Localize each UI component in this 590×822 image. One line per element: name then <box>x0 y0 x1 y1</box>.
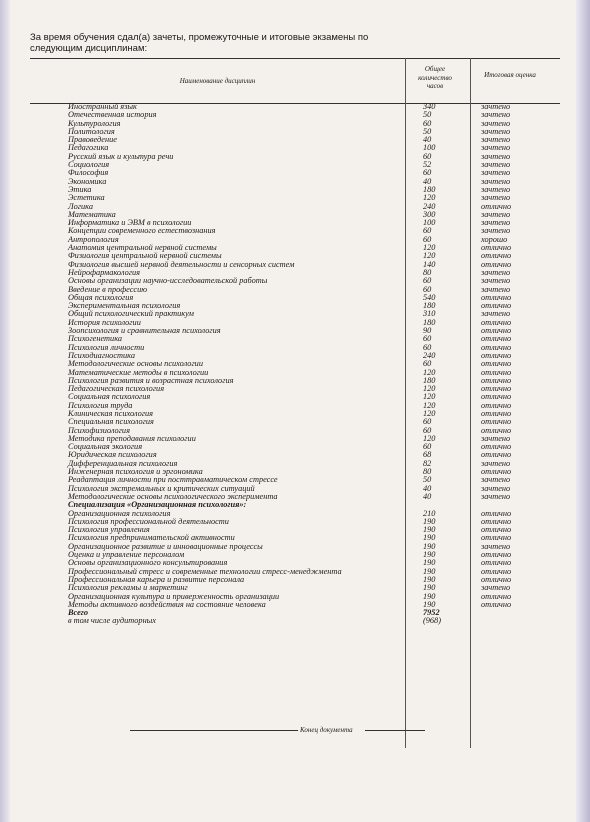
discipline-hours: 120 <box>423 408 436 418</box>
discipline-grade: отлично <box>481 508 512 518</box>
discipline-grade: отлично <box>481 259 512 269</box>
table-header <box>30 58 560 104</box>
discipline-hours: 190 <box>423 583 436 593</box>
discipline-name: Организационная психология <box>68 508 171 518</box>
discipline-name: Профессиональный стресс и современные технологии стресс-менеджмента <box>68 566 342 576</box>
discipline-hours: 180 <box>423 317 436 327</box>
table-row <box>68 186 538 194</box>
discipline-hours: 140 <box>423 259 436 269</box>
discipline-name: Всего <box>68 608 89 618</box>
discipline-name: Психология предпринимательской активности <box>68 533 235 543</box>
discipline-grade: отлично <box>481 558 512 568</box>
discipline-grade: зачтено <box>481 168 511 178</box>
discipline-grade: зачтено <box>481 193 511 203</box>
table-row <box>68 617 538 625</box>
table-row <box>68 203 538 211</box>
discipline-hours: 300 <box>423 209 436 219</box>
discipline-name: Общая психология <box>68 292 134 302</box>
table-row <box>68 161 538 169</box>
discipline-grade: отлично <box>481 533 512 543</box>
discipline-hours: 52 <box>423 160 432 170</box>
discipline-grade: отлично <box>481 350 512 360</box>
discipline-grade: зачтено <box>481 284 511 294</box>
discipline-hours: 190 <box>423 525 436 535</box>
discipline-hours: 60 <box>423 425 432 435</box>
discipline-hours: 120 <box>423 392 436 402</box>
discipline-hours: 180 <box>423 301 436 311</box>
discipline-name: Русский язык и культура речи <box>68 151 174 161</box>
column-header-grade: Итоговая оценка <box>484 71 536 79</box>
discipline-name: Социология <box>68 160 110 170</box>
discipline-hours: 190 <box>423 574 436 584</box>
discipline-grade: зачтено <box>481 309 511 319</box>
discipline-name: Иностранный язык <box>68 102 137 111</box>
discipline-hours: (968) <box>423 616 441 626</box>
discipline-list <box>68 103 538 626</box>
discipline-hours: 90 <box>423 326 432 336</box>
discipline-grade: отлично <box>481 384 512 394</box>
discipline-name: Методика преподавания психологии <box>68 433 196 443</box>
discipline-name: Психология профессиональной деятельности <box>68 516 229 526</box>
discipline-grade: зачтено <box>481 583 511 593</box>
table-row <box>68 327 538 335</box>
discipline-hours: 100 <box>423 143 436 153</box>
paper-edge-right <box>576 0 590 822</box>
discipline-grade: отлично <box>481 408 512 418</box>
discipline-name: Оценка и управление персоналом <box>68 550 185 560</box>
discipline-grade: отлично <box>481 367 512 377</box>
table-row <box>68 128 538 136</box>
discipline-name: Психофизиология <box>68 425 130 435</box>
discipline-grade: зачтено <box>481 160 511 170</box>
discipline-hours: 100 <box>423 218 436 228</box>
discipline-name: Педагогическая психология <box>68 384 165 394</box>
discipline-grade: отлично <box>481 342 512 352</box>
discipline-hours: 310 <box>423 309 436 319</box>
discipline-hours: 190 <box>423 550 436 560</box>
discipline-hours: 180 <box>423 184 436 194</box>
discipline-grade: отлично <box>481 392 512 402</box>
discipline-grade: зачтено <box>481 135 511 145</box>
column-header-hours: Общее количество часов <box>418 65 452 90</box>
paper-edge-left <box>0 0 10 822</box>
discipline-grade: зачтено <box>481 458 511 468</box>
discipline-grade: отлично <box>481 375 512 385</box>
discipline-grade: отлично <box>481 400 512 410</box>
discipline-hours: 60 <box>423 417 432 427</box>
discipline-grade: зачтено <box>481 126 511 136</box>
discipline-hours: 82 <box>423 458 432 468</box>
discipline-name: Математика <box>68 209 116 219</box>
discipline-name: Юридическая психология <box>68 450 157 460</box>
discipline-grade: зачтено <box>481 541 511 551</box>
discipline-name: Психология развития и возрастная психология <box>68 375 234 385</box>
discipline-name: Экономика <box>68 176 107 186</box>
discipline-grade: зачтено <box>481 151 511 161</box>
discipline-name: Логика <box>68 201 93 211</box>
discipline-name: Анатомия центральной нервной системы <box>68 243 217 253</box>
discipline-name: Правоведение <box>68 135 117 145</box>
discipline-name: Организационное развитие и инновационные процессы <box>68 541 263 551</box>
discipline-hours: 190 <box>423 533 436 543</box>
discipline-name: Психология управления <box>68 525 150 535</box>
discipline-hours: 190 <box>423 516 436 526</box>
discipline-name: Методологические основы психологии <box>68 359 203 369</box>
discipline-name: Отечественная история <box>68 110 157 120</box>
discipline-name: История психологии <box>68 317 141 327</box>
table-row <box>68 178 538 186</box>
discipline-hours: 40 <box>423 176 432 186</box>
table-row <box>68 169 538 177</box>
discipline-grade: отлично <box>481 292 512 302</box>
discipline-hours: 60 <box>423 234 432 244</box>
discipline-name: Основы организационного консультирования <box>68 558 228 568</box>
discipline-grade: зачтено <box>481 433 511 443</box>
discipline-hours: 120 <box>423 243 436 253</box>
discipline-name: Психогенетика <box>68 334 123 344</box>
discipline-grade: отлично <box>481 243 512 253</box>
discipline-hours: 190 <box>423 566 436 576</box>
discipline-grade: отлично <box>481 301 512 311</box>
discipline-name: Эстетика <box>68 193 105 203</box>
discipline-name: Математические методы в психологии <box>68 367 209 377</box>
discipline-name: Экспериментальная психология <box>68 301 181 311</box>
discipline-hours: 60 <box>423 442 432 452</box>
discipline-grade: зачтено <box>481 102 511 111</box>
discipline-grade: зачтено <box>481 143 511 153</box>
discipline-hours: 190 <box>423 558 436 568</box>
discipline-name: Клиническая психология <box>68 408 154 418</box>
table-row <box>68 136 538 144</box>
discipline-grade: отлично <box>481 201 512 211</box>
discipline-grade: отлично <box>481 251 512 261</box>
discipline-name: Методы активного воздействия на состояние человека <box>68 599 266 609</box>
discipline-grade: отлично <box>481 566 512 576</box>
discipline-hours: 120 <box>423 251 436 261</box>
discipline-name: Физиология центральной нервной системы <box>68 251 222 261</box>
discipline-hours: 190 <box>423 599 436 609</box>
discipline-name: Нейрофармакология <box>68 267 140 277</box>
discipline-name: Инженерная психология и эргономика <box>68 467 203 477</box>
footer-rule-left <box>130 730 298 731</box>
discipline-name: Политология <box>68 126 115 136</box>
discipline-name: Культурология <box>68 118 121 128</box>
discipline-grade: зачтено <box>481 218 511 228</box>
table-row <box>68 227 538 235</box>
discipline-hours: 190 <box>423 591 436 601</box>
footer-rule-right <box>365 730 425 731</box>
discipline-name: в том числе аудиторных <box>68 616 156 626</box>
discipline-hours: 340 <box>423 102 436 111</box>
discipline-hours: 540 <box>423 292 436 302</box>
discipline-name: Психология труда <box>68 400 133 410</box>
discipline-grade: зачтено <box>481 110 511 120</box>
discipline-grade: отлично <box>481 442 512 452</box>
discipline-grade: хорошо <box>481 234 508 244</box>
discipline-grade: отлично <box>481 317 512 327</box>
discipline-grade: отлично <box>481 516 512 526</box>
table-row <box>68 601 538 609</box>
discipline-hours: 120 <box>423 193 436 203</box>
discipline-name: Зоопсихология и сравнительная психология <box>68 326 221 336</box>
discipline-grade: зачтено <box>481 176 511 186</box>
discipline-hours: 60 <box>423 168 432 178</box>
discipline-grade: отлично <box>481 417 512 427</box>
discipline-hours: 120 <box>423 400 436 410</box>
discipline-hours: 120 <box>423 367 436 377</box>
table-row <box>68 418 538 426</box>
discipline-hours: 68 <box>423 450 432 460</box>
discipline-grade: зачтено <box>481 209 511 219</box>
discipline-hours: 240 <box>423 201 436 211</box>
table-row <box>68 344 538 352</box>
discipline-grade: зачтено <box>481 184 511 194</box>
discipline-name: Информатика и ЭВМ в психологии <box>68 218 192 228</box>
discipline-hours: 120 <box>423 384 436 394</box>
discipline-name: Педагогика <box>68 143 109 153</box>
table-row <box>68 153 538 161</box>
discipline-grade: зачтено <box>481 483 511 493</box>
discipline-name: Специализация «Организационная психология»: <box>68 500 247 510</box>
discipline-name: Психология рекламы и маркетинг <box>68 583 188 593</box>
column-header-name: Наименование дисциплин <box>179 77 256 85</box>
discipline-grade: зачтено <box>481 226 511 236</box>
discipline-hours: 40 <box>423 135 432 145</box>
discipline-grade: зачтено <box>481 267 511 277</box>
discipline-name: Общий психологический практикум <box>68 309 194 319</box>
discipline-hours: 120 <box>423 433 436 443</box>
discipline-grade: отлично <box>481 525 512 535</box>
document-heading: За время обучения сдал(а) зачеты, промежуточные и итоговые экзамены по следующим дисциплинам: <box>30 32 369 54</box>
discipline-grade: зачтено <box>481 276 511 286</box>
discipline-hours: 60 <box>423 226 432 236</box>
discipline-name: Социальная психология <box>68 392 151 402</box>
discipline-name: Психология экстремальных и критических ситуаций <box>68 483 255 493</box>
table-row <box>68 393 538 401</box>
discipline-name: Философия <box>68 168 109 178</box>
discipline-name: Специальная психология <box>68 417 154 427</box>
discipline-name: Профессиональная карьера и развитие персонала <box>68 574 245 584</box>
discipline-grade: отлично <box>481 450 512 460</box>
discipline-grade: зачтено <box>481 118 511 128</box>
discipline-name: Организационная культура и приверженность организации <box>68 591 280 601</box>
discipline-grade: отлично <box>481 326 512 336</box>
discipline-grade: зачтено <box>481 475 511 485</box>
discipline-hours: 190 <box>423 541 436 551</box>
discipline-name: Социальная экология <box>68 442 143 452</box>
discipline-grade: отлично <box>481 425 512 435</box>
discipline-name: Методологические основы психологического эксперимента <box>68 491 278 501</box>
discipline-hours: 80 <box>423 267 432 277</box>
discipline-grade: отлично <box>481 467 512 477</box>
discipline-hours: 60 <box>423 342 432 352</box>
discipline-hours: 60 <box>423 334 432 344</box>
discipline-name: Введение в профессию <box>68 284 148 294</box>
discipline-hours: 60 <box>423 284 432 294</box>
discipline-hours: 50 <box>423 110 432 120</box>
discipline-hours: 50 <box>423 475 432 485</box>
discipline-name: Психология личности <box>68 342 145 352</box>
discipline-hours: 210 <box>423 508 436 518</box>
discipline-hours: 80 <box>423 467 432 477</box>
discipline-grade: отлично <box>481 359 512 369</box>
discipline-hours: 50 <box>423 126 432 136</box>
discipline-hours: 180 <box>423 375 436 385</box>
discipline-name: Дифференциальная психология <box>68 458 178 468</box>
discipline-name: Психодиагностика <box>68 350 135 360</box>
discipline-name: Антропология <box>68 234 119 244</box>
discipline-name: Физиология высшей нервной деятельности и сенсорных систем <box>68 259 295 269</box>
end-of-document-label: Конец документа <box>300 726 353 734</box>
discipline-name: Основы организации научно-исследовательской работы <box>68 276 268 286</box>
table-row <box>68 286 538 294</box>
discipline-hours: 40 <box>423 483 432 493</box>
discipline-hours: 60 <box>423 118 432 128</box>
discipline-hours: 60 <box>423 151 432 161</box>
discipline-name: Реадаптация личности при посттравматическом стрессе <box>68 475 278 485</box>
table-row <box>68 194 538 202</box>
discipline-hours: 240 <box>423 350 436 360</box>
discipline-hours: 60 <box>423 276 432 286</box>
table-row <box>68 111 538 119</box>
discipline-grade: отлично <box>481 574 512 584</box>
discipline-grade: зачтено <box>481 491 511 501</box>
discipline-grade: отлично <box>481 334 512 344</box>
discipline-hours: 40 <box>423 491 432 501</box>
table-row <box>68 120 538 128</box>
discipline-grade: отлично <box>481 550 512 560</box>
discipline-grade: отлично <box>481 591 512 601</box>
discipline-hours: 60 <box>423 359 432 369</box>
discipline-name: Концепции современного естествознания <box>68 226 216 236</box>
discipline-hours: 7952 <box>423 608 440 618</box>
discipline-grade: отлично <box>481 599 512 609</box>
discipline-name: Этика <box>68 184 92 194</box>
